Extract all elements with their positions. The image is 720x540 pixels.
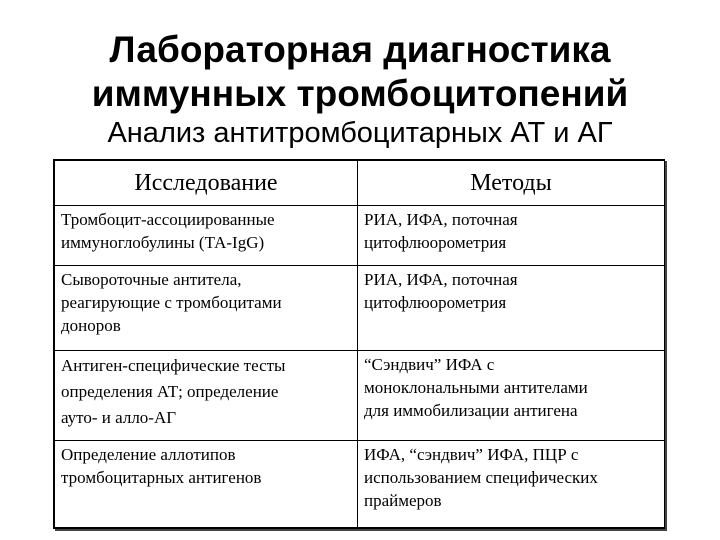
table-row <box>55 206 665 266</box>
methods-cell <box>358 266 665 350</box>
cell-line: ауто- и алло-АГ <box>61 407 177 427</box>
cell-line: определения АТ; определение <box>61 381 279 401</box>
cell-line: реагирующие с тромбоцитами <box>61 293 282 313</box>
slide-subtitle: Анализ антитромбоцитарных АТ и АГ <box>107 117 613 149</box>
cell-line: праймеров <box>364 491 442 511</box>
cell-line: тромбоцитарных антигенов <box>61 468 262 488</box>
cell-line: ИФА, “сэндвич” ИФА, ПЦР с <box>364 445 579 465</box>
study-cell <box>55 266 358 350</box>
cell-line: Тромбоцит-ассоциированные <box>61 210 275 229</box>
diagnostics-table <box>54 160 665 528</box>
methods-cell <box>358 206 665 266</box>
table-header-row <box>55 161 665 206</box>
cell-line: Сывороточные антитела, <box>61 270 242 290</box>
cell-line: цитофлюорометрия <box>364 233 507 252</box>
header-study: Исследование <box>55 161 358 206</box>
slide-title-line-1: Лабораторная диагностика <box>109 29 611 70</box>
table-row <box>55 266 665 350</box>
header-methods: Методы <box>358 161 665 206</box>
cell-line: доноров <box>61 316 121 336</box>
study-cell <box>55 206 358 266</box>
cell-line: иммуноглобулины (ТА-IgG) <box>61 233 265 252</box>
table-row <box>55 350 665 441</box>
cell-line: использованием специфических <box>364 468 598 488</box>
diagnostics-table-frame <box>53 159 665 529</box>
cell-line: для иммобилизации антигена <box>364 400 578 420</box>
methods-cell <box>358 441 665 528</box>
study-cell <box>55 350 358 441</box>
cell-line: “Сэндвич” ИФА с <box>364 354 495 374</box>
cell-line: РИА, ИФА, поточная <box>364 210 518 229</box>
slide-title-line-2: иммунных тромбоцитопений <box>91 73 629 114</box>
cell-line: Определение аллотипов <box>61 445 236 465</box>
cell-line: моноклональными антителами <box>364 377 588 397</box>
study-cell <box>55 441 358 528</box>
table-row <box>55 441 665 528</box>
cell-line: цитофлюорометрия <box>364 293 507 313</box>
cell-line: РИА, ИФА, поточная <box>364 270 518 290</box>
slide-title <box>40 28 680 116</box>
methods-cell <box>358 350 665 441</box>
cell-line: Антиген-специфические тесты <box>61 355 286 375</box>
